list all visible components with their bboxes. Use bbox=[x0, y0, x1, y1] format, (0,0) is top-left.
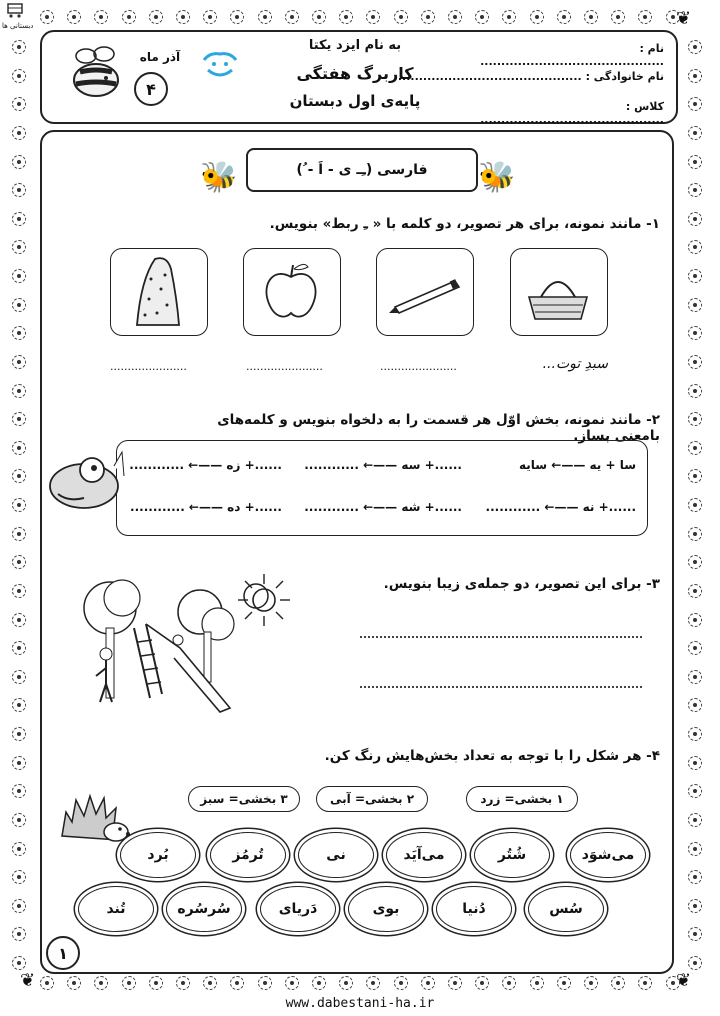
border-dot-icon bbox=[94, 976, 108, 990]
legend-three-syllable: ۳ بخشی= سبز bbox=[188, 786, 300, 812]
word-flower[interactable]: بُرد bbox=[120, 832, 196, 878]
border-dot-icon bbox=[312, 976, 326, 990]
border-dot-icon bbox=[203, 976, 217, 990]
name-field[interactable] bbox=[468, 42, 664, 68]
border-dot-icon bbox=[688, 326, 702, 340]
q1-answer-blank[interactable]: ...................... bbox=[110, 360, 187, 373]
border-dot-icon bbox=[12, 527, 26, 541]
class-label: کلاس : bbox=[625, 100, 664, 113]
cart-logo-icon bbox=[5, 2, 25, 18]
border-dot-icon bbox=[12, 40, 26, 54]
border-dot-icon bbox=[502, 10, 516, 24]
question-1: ۱- مانند نمونه، برای هر تصویر، دو کلمه با « ـِ ربط» بنویس. bbox=[269, 216, 660, 232]
playground-illustration bbox=[80, 568, 250, 718]
border-dot-icon bbox=[688, 240, 702, 254]
border-dot-icon bbox=[448, 976, 462, 990]
border-dot-icon bbox=[530, 10, 544, 24]
word-flower[interactable]: سُرسُره bbox=[166, 886, 242, 932]
border-dot-icon bbox=[394, 976, 408, 990]
border-dot-icon bbox=[638, 976, 652, 990]
word-flower[interactable]: می‌شوَد bbox=[570, 832, 646, 878]
border-dot-icon bbox=[688, 641, 702, 655]
border-dot-icon bbox=[122, 10, 136, 24]
border-dot-icon bbox=[688, 298, 702, 312]
border-dot-icon bbox=[688, 784, 702, 798]
border-dot-icon bbox=[12, 756, 26, 770]
q3-answer-line-1[interactable] bbox=[360, 636, 642, 638]
border-dot-icon bbox=[688, 183, 702, 197]
q3-answer-line-2[interactable] bbox=[360, 686, 642, 688]
border-dot-icon bbox=[12, 384, 26, 398]
border-dot-icon bbox=[12, 469, 26, 483]
site-logo bbox=[2, 2, 34, 30]
family-label: نام خانوادگی : bbox=[585, 70, 664, 83]
border-dot-icon bbox=[12, 212, 26, 226]
border-dot-icon bbox=[12, 183, 26, 197]
border-dot-icon bbox=[122, 976, 136, 990]
border-dot-icon bbox=[688, 355, 702, 369]
hedgehog-icon bbox=[56, 786, 132, 848]
border-dot-icon bbox=[530, 976, 544, 990]
border-dot-icon bbox=[366, 976, 380, 990]
q2-item[interactable]: ......+ زه ——← ............ bbox=[129, 458, 282, 472]
border-dot-icon bbox=[688, 584, 702, 598]
border-dot-icon bbox=[12, 842, 26, 856]
grade-title: پایه‌ی اول دبستان bbox=[289, 92, 421, 110]
border-dot-icon bbox=[149, 976, 163, 990]
family-blank: ............................................ bbox=[397, 70, 582, 83]
border-dot-icon bbox=[688, 756, 702, 770]
border-dot-icon bbox=[688, 441, 702, 455]
border-dot-icon bbox=[176, 10, 190, 24]
border-dot-icon bbox=[12, 298, 26, 312]
basket-icon bbox=[511, 249, 605, 333]
border-dot-icon bbox=[258, 10, 272, 24]
word-flower[interactable]: دَریای bbox=[260, 886, 336, 932]
ice-cream-icon bbox=[111, 249, 205, 333]
border-dot-icon bbox=[12, 613, 26, 627]
bee-icon: 🐝 bbox=[200, 160, 238, 195]
border-dot-icon bbox=[12, 641, 26, 655]
q2-item[interactable]: سا + یه ——← سایه bbox=[519, 458, 636, 472]
border-dot-icon bbox=[230, 976, 244, 990]
border-dot-icon bbox=[12, 727, 26, 741]
border-dot-icon bbox=[688, 813, 702, 827]
border-dot-icon bbox=[688, 670, 702, 684]
word-flower[interactable]: شُتُر bbox=[474, 832, 550, 878]
border-dot-icon bbox=[475, 10, 489, 24]
word-flower[interactable]: تُرمُز bbox=[210, 832, 286, 878]
border-dot-icon bbox=[688, 97, 702, 111]
border-dot-icon bbox=[230, 10, 244, 24]
bee-icon bbox=[66, 42, 126, 102]
border-dot-icon bbox=[12, 870, 26, 884]
q2-box bbox=[116, 440, 648, 536]
bee-icon: 🐝 bbox=[478, 160, 516, 195]
border-dot-icon bbox=[557, 976, 571, 990]
worksheet-title: کاربرگ هفتگی bbox=[296, 64, 414, 83]
border-dot-icon bbox=[339, 10, 353, 24]
border-dot-icon bbox=[688, 870, 702, 884]
week-number-circle bbox=[134, 72, 168, 106]
banner bbox=[246, 148, 478, 192]
border-dot-icon bbox=[584, 976, 598, 990]
border-dot-icon bbox=[67, 10, 81, 24]
border-dot-icon bbox=[285, 976, 299, 990]
border-dot-icon bbox=[394, 10, 408, 24]
border-dot-icon bbox=[688, 899, 702, 913]
border-dot-icon bbox=[502, 976, 516, 990]
q2-item[interactable]: ......+ نه ——← ............ bbox=[485, 500, 636, 514]
border-dot-icon bbox=[12, 813, 26, 827]
border-dot-icon bbox=[12, 240, 26, 254]
border-dot-icon bbox=[12, 155, 26, 169]
word-flower[interactable]: نی bbox=[298, 832, 374, 878]
border-dot-icon bbox=[366, 10, 380, 24]
border-dot-icon bbox=[258, 976, 272, 990]
border-dot-icon bbox=[688, 212, 702, 226]
corner-ornament-icon: ❦ bbox=[20, 970, 36, 991]
border-dot-icon bbox=[688, 927, 702, 941]
border-dot-icon bbox=[584, 10, 598, 24]
name-label: نام : bbox=[639, 42, 664, 55]
picture-box-pencil bbox=[376, 248, 474, 336]
q2-item[interactable]: ......+ ده ——← ............ bbox=[130, 500, 282, 514]
border-dot-icon bbox=[688, 527, 702, 541]
basmala: به نام ایزد یکتا bbox=[308, 38, 402, 53]
border-dot-icon bbox=[611, 10, 625, 24]
word-flower[interactable]: می‌آیَد bbox=[386, 832, 462, 878]
border-dot-icon bbox=[312, 10, 326, 24]
q1-answer-blank[interactable]: ...................... bbox=[380, 360, 457, 373]
border-dot-icon bbox=[94, 10, 108, 24]
border-bottom bbox=[40, 976, 680, 990]
border-dot-icon bbox=[688, 842, 702, 856]
picture-box-ice-cream bbox=[110, 248, 208, 336]
border-dot-icon bbox=[688, 155, 702, 169]
border-dot-icon bbox=[12, 956, 26, 970]
question-3: ۳- برای این تصویر، دو جمله‌ی زیبا بنویس. bbox=[383, 576, 660, 592]
legend-two-syllable: ۲ بخشی= آبی bbox=[316, 786, 428, 812]
page-number: ۱ bbox=[58, 943, 68, 963]
q2-item[interactable]: ......+ سه ——← ............ bbox=[304, 458, 462, 472]
name-blank: ............................................ bbox=[480, 55, 664, 68]
border-dot-icon bbox=[688, 555, 702, 569]
word-flower[interactable]: دُنیا bbox=[436, 886, 512, 932]
border-dot-icon bbox=[12, 412, 26, 426]
border-dot-icon bbox=[12, 927, 26, 941]
border-dot-icon bbox=[12, 584, 26, 598]
border-dot-icon bbox=[12, 555, 26, 569]
question-4: ۴- هر شکل را با توجه به تعداد بخش‌هایش رنگ کن. bbox=[324, 748, 660, 764]
border-dot-icon bbox=[611, 976, 625, 990]
corner-ornament-icon: ❦ bbox=[676, 970, 692, 991]
page-number-circle bbox=[46, 936, 80, 970]
picture-box-basket bbox=[510, 248, 608, 336]
question-2: ۲- مانند نمونه، بخش اوّل هر قسمت را به دلخواه بنویس و کلمه‌های بامعنی بساز. bbox=[217, 412, 660, 444]
sun-icon bbox=[236, 572, 292, 628]
border-dot-icon bbox=[688, 40, 702, 54]
word-flower[interactable]: بوی bbox=[348, 886, 424, 932]
border-dot-icon bbox=[12, 69, 26, 83]
border-dot-icon bbox=[12, 899, 26, 913]
border-dot-icon bbox=[475, 976, 489, 990]
dragon-icon bbox=[44, 446, 128, 516]
border-dot-icon bbox=[12, 670, 26, 684]
border-dot-icon bbox=[12, 441, 26, 455]
border-dot-icon bbox=[688, 126, 702, 140]
banner-title: فارسی (ـِـ ی - اَ - ُ) bbox=[296, 162, 428, 178]
border-dot-icon bbox=[688, 69, 702, 83]
border-dot-icon bbox=[12, 269, 26, 283]
border-dot-icon bbox=[688, 727, 702, 741]
border-dot-icon bbox=[12, 498, 26, 512]
border-dot-icon bbox=[557, 10, 571, 24]
border-dot-icon bbox=[688, 498, 702, 512]
border-dot-icon bbox=[149, 10, 163, 24]
border-dot-icon bbox=[688, 269, 702, 283]
word-flower[interactable]: سُس bbox=[528, 886, 604, 932]
q2-item[interactable]: ......+ شه ——← ............ bbox=[304, 500, 462, 514]
border-dot-icon bbox=[688, 412, 702, 426]
word-flower[interactable]: تُند bbox=[78, 886, 154, 932]
picture-box-apple bbox=[243, 248, 341, 336]
border-right bbox=[688, 40, 702, 970]
q1-answer-blank[interactable]: ...................... bbox=[246, 360, 323, 373]
legend-one-syllable: ۱ بخشی= زرد bbox=[466, 786, 578, 812]
border-dot-icon bbox=[12, 126, 26, 140]
border-dot-icon bbox=[688, 469, 702, 483]
border-dot-icon bbox=[176, 976, 190, 990]
border-dot-icon bbox=[688, 613, 702, 627]
apple-icon bbox=[244, 249, 338, 333]
border-dot-icon bbox=[12, 326, 26, 340]
border-dot-icon bbox=[448, 10, 462, 24]
border-dot-icon bbox=[12, 97, 26, 111]
week-number: ۴ bbox=[146, 79, 156, 99]
border-top bbox=[40, 10, 680, 24]
class-field[interactable] bbox=[468, 100, 664, 126]
publisher-logo-icon bbox=[200, 48, 240, 88]
corner-ornament-icon: ❦ bbox=[676, 8, 692, 29]
border-dot-icon bbox=[339, 976, 353, 990]
border-dot-icon bbox=[12, 698, 26, 712]
q1-example-answer[interactable]: سبدِ توت... bbox=[542, 356, 608, 372]
pencil-icon bbox=[377, 249, 471, 333]
border-dot-icon bbox=[688, 384, 702, 398]
q1-example-text: سبدِ توت bbox=[555, 356, 608, 372]
site-logo-text: دبستانی ها bbox=[2, 22, 34, 30]
family-field[interactable] bbox=[397, 70, 664, 83]
border-dot-icon bbox=[40, 976, 54, 990]
border-dot-icon bbox=[203, 10, 217, 24]
border-dot-icon bbox=[12, 355, 26, 369]
border-dot-icon bbox=[421, 10, 435, 24]
border-dot-icon bbox=[638, 10, 652, 24]
border-dot-icon bbox=[12, 784, 26, 798]
border-dot-icon bbox=[688, 956, 702, 970]
class-blank: ............................................ bbox=[480, 113, 664, 126]
border-dot-icon bbox=[421, 976, 435, 990]
border-dot-icon bbox=[285, 10, 299, 24]
border-dot-icon bbox=[67, 976, 81, 990]
border-left bbox=[12, 40, 26, 970]
month-label: آذر ماه bbox=[139, 50, 181, 64]
border-dot-icon bbox=[40, 10, 54, 24]
footer-url[interactable]: www.dabestani-ha.ir bbox=[285, 996, 435, 1011]
border-dot-icon bbox=[688, 698, 702, 712]
